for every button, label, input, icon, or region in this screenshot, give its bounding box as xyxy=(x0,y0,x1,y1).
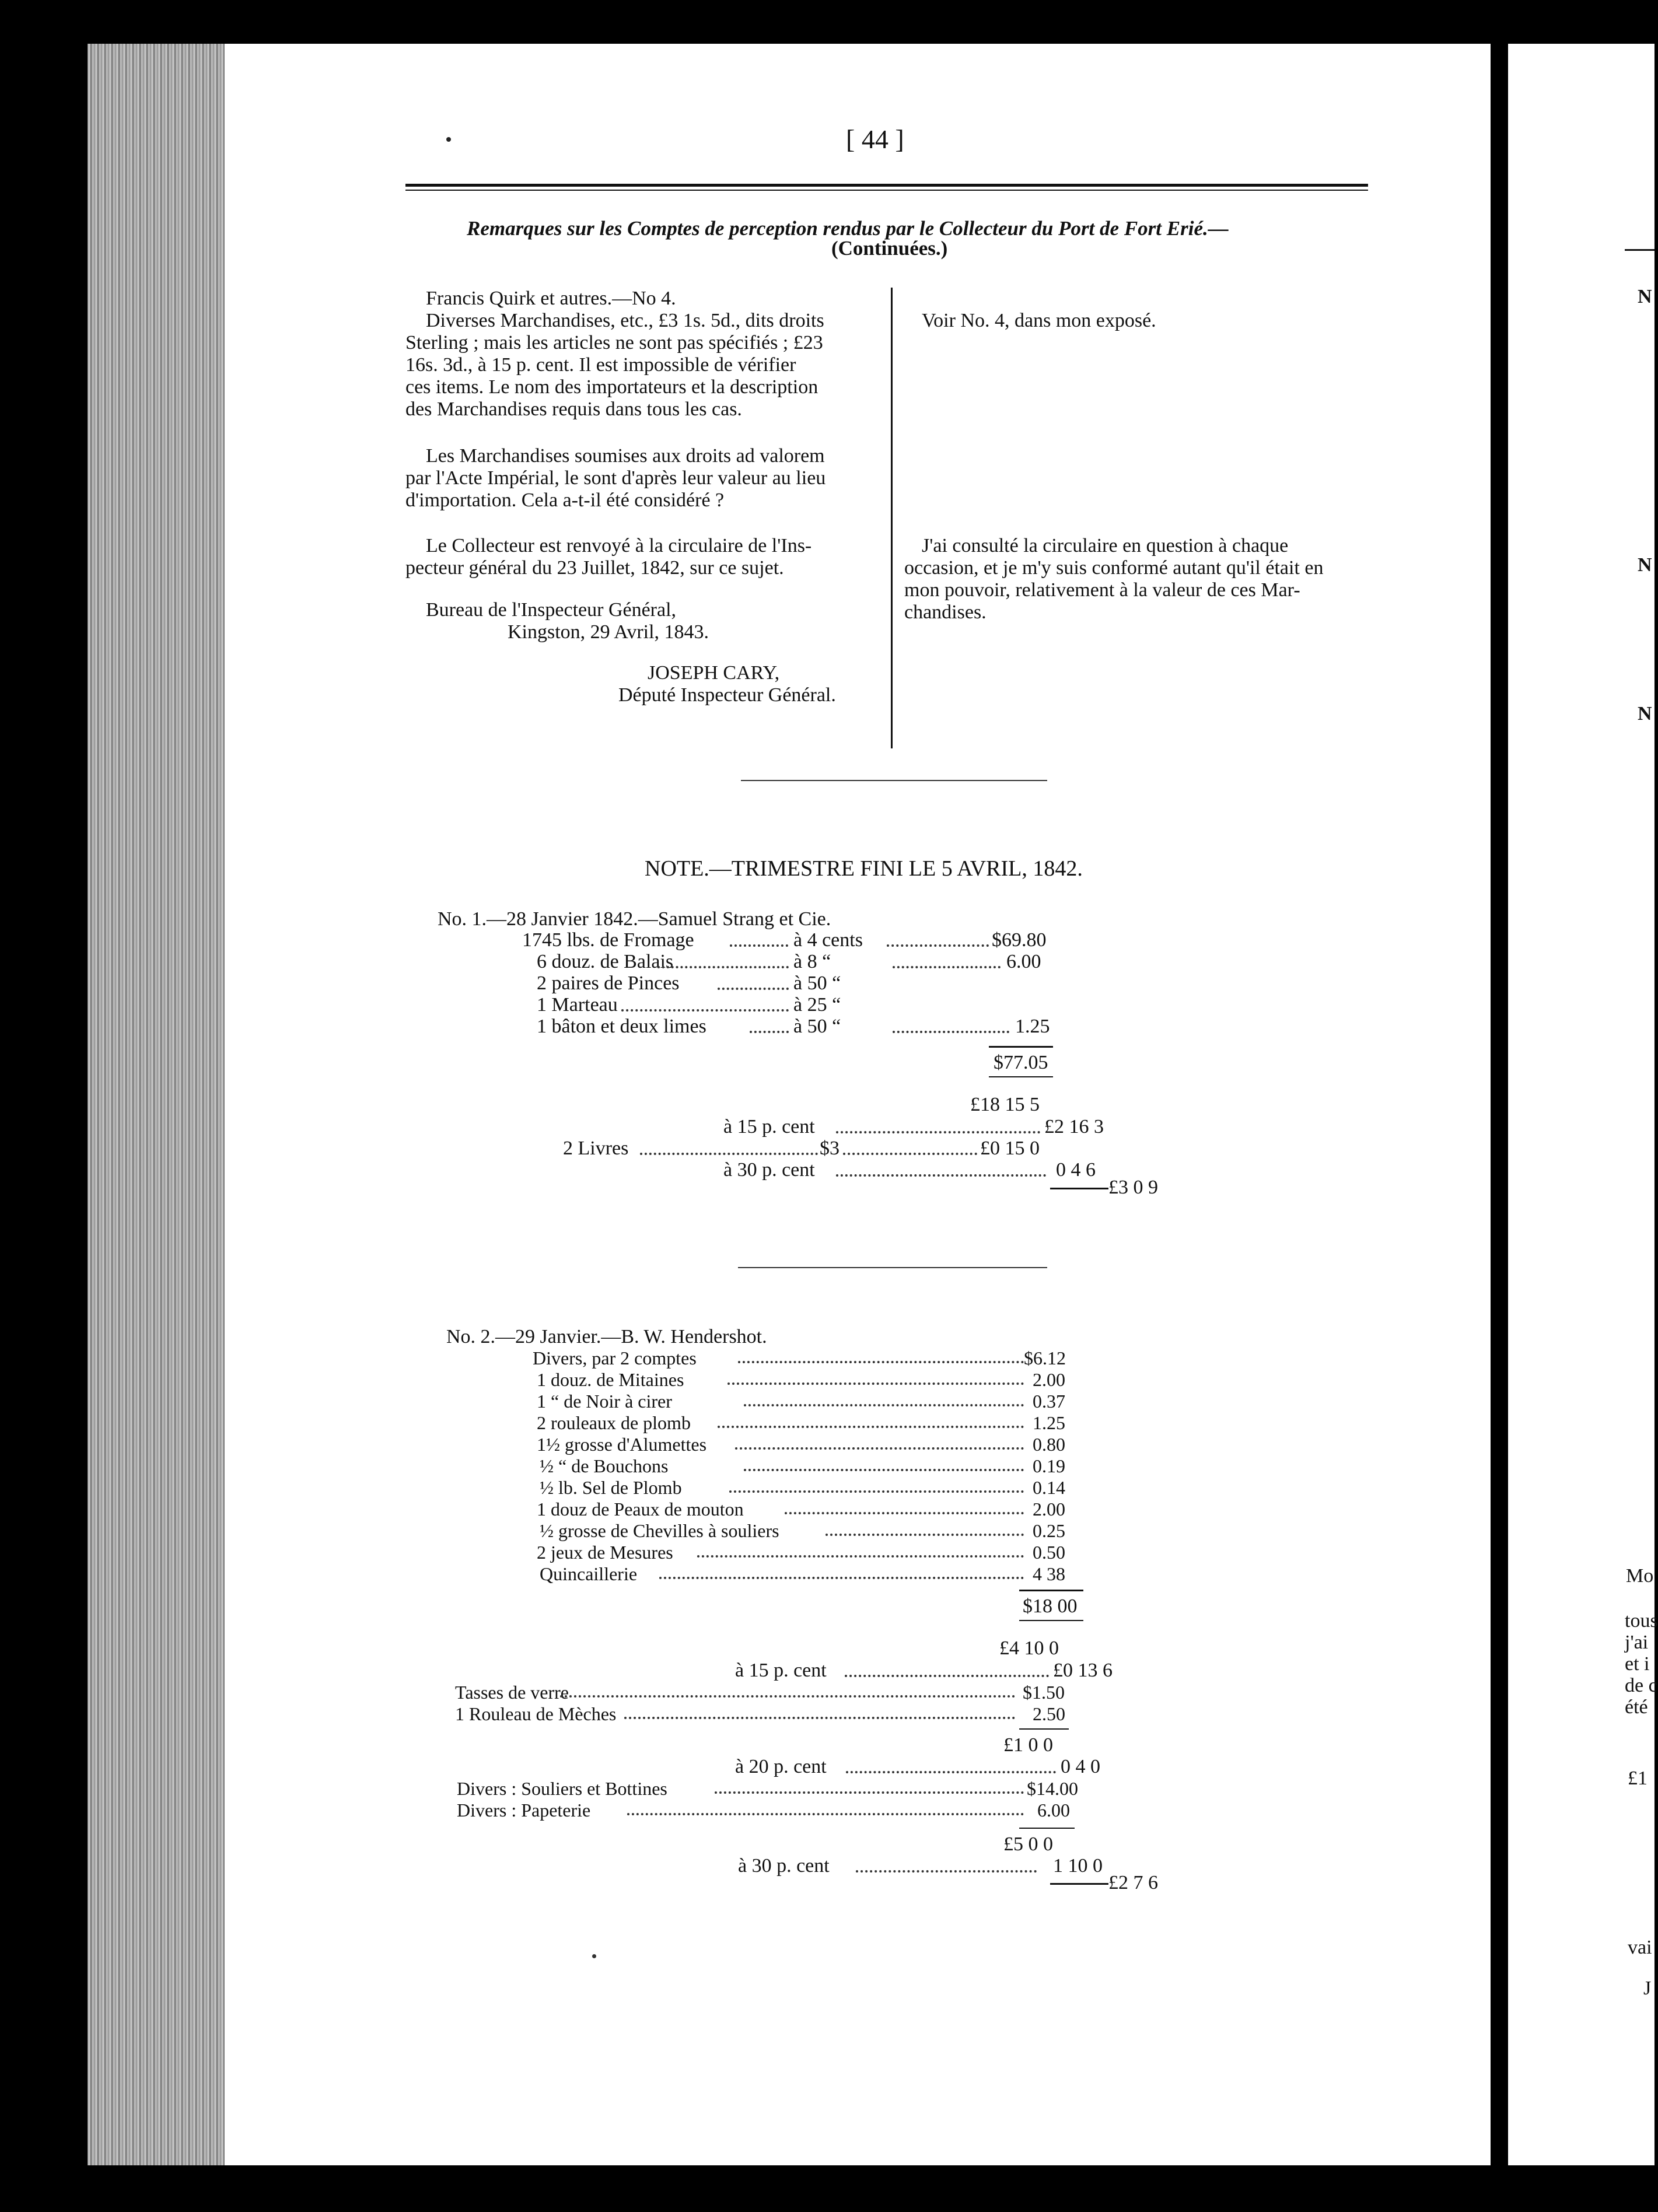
duty-value: 1 10 0 xyxy=(1053,1855,1103,1877)
entry-header: No. 2.—29 Janvier.—B. W. Hendershot. xyxy=(446,1326,767,1348)
facing-page-rule xyxy=(1625,249,1654,251)
item-desc: 1½ grosse d'Alumettes xyxy=(537,1434,707,1455)
sum-rule xyxy=(1019,1728,1069,1730)
item-desc: Tasses de verre xyxy=(455,1682,569,1703)
item-desc: 1 Rouleau de Mèches xyxy=(455,1703,617,1724)
header-rule-thin xyxy=(405,190,1368,191)
leader-dots xyxy=(785,1512,1024,1514)
item-desc: 1 “ de Noir à cirer xyxy=(537,1391,672,1412)
facing-page-text: j'ai xyxy=(1625,1632,1649,1653)
remark-line: 16s. 3d., à 15 p. cent. Il est impossible de vérifier xyxy=(405,354,796,376)
facing-page-text: et i xyxy=(1625,1653,1650,1675)
sum-rule xyxy=(989,1076,1053,1077)
leader-dots xyxy=(893,1031,1009,1033)
facing-page-text: Mo xyxy=(1626,1565,1654,1587)
facing-page-text: J xyxy=(1643,1978,1652,1999)
leader-dots xyxy=(744,1469,1024,1471)
leader-dots xyxy=(560,1695,1015,1698)
note-title: NOTE.—TRIMESTRE FINI LE 5 AVRIL, 1842. xyxy=(645,856,1083,881)
leader-dots xyxy=(843,1153,977,1155)
leader-dots xyxy=(735,1447,1024,1450)
leader-dots xyxy=(627,1813,1024,1815)
leader-dots xyxy=(836,1174,1046,1177)
remark-line: Le Collecteur est renvoyé à la circulaire de l'Ins- xyxy=(426,535,812,556)
item-amount: $14.00 xyxy=(1027,1778,1078,1799)
item-amount: 4 38 xyxy=(1033,1563,1065,1584)
section-subheading: (Continuées.) xyxy=(831,237,948,260)
sum-rule xyxy=(1019,1620,1083,1621)
remark-line: des Marchandises requis dans tous les cas. xyxy=(405,398,742,420)
duty-label: à 15 p. cent xyxy=(723,1116,815,1138)
signature-title: Député Inspecteur Général. xyxy=(618,684,836,706)
grand-total: £2 7 6 xyxy=(1108,1872,1158,1894)
item-amount: 6.00 xyxy=(1037,1800,1070,1821)
item-rate: à 50 “ xyxy=(793,972,841,994)
scan-border-left xyxy=(0,0,88,2212)
item-desc: 1745 lbs. de Fromage xyxy=(522,929,694,951)
item-desc: 6 douz. de Balais xyxy=(537,951,674,972)
leader-dots xyxy=(659,1577,1024,1579)
duty-value: £0 13 6 xyxy=(1053,1660,1113,1681)
leader-dots xyxy=(697,1555,1024,1558)
item-amount: 1.25 xyxy=(1033,1412,1065,1433)
item-amount: 0.80 xyxy=(1033,1434,1065,1455)
header-rule-thick xyxy=(405,184,1368,187)
scan-border-bottom xyxy=(0,2165,1654,2212)
item-amount: 0.19 xyxy=(1033,1455,1065,1476)
leader-dots xyxy=(836,1131,1040,1133)
leader-dots xyxy=(845,1675,1049,1677)
item-rate: à 50 “ xyxy=(793,1016,841,1037)
bureau-date: Kingston, 29 Avril, 1843. xyxy=(508,621,709,643)
duty-value: £2 16 3 xyxy=(1044,1116,1104,1138)
document-page xyxy=(225,44,1491,2165)
ink-speck xyxy=(446,137,451,142)
leader-dots xyxy=(640,1153,818,1155)
facing-page-fragment xyxy=(1508,44,1658,2165)
duty-value: 0 4 6 xyxy=(1056,1159,1096,1181)
sterling-value: £4 10 0 xyxy=(999,1637,1059,1659)
item-desc: Quincaillerie xyxy=(540,1563,638,1584)
page-number: [ 44 ] xyxy=(846,124,904,154)
leader-dots xyxy=(624,1717,1015,1719)
item-amount: $1.50 xyxy=(1023,1682,1065,1703)
remark-line: Les Marchandises soumises aux droits ad valorem xyxy=(426,445,825,467)
facing-page-text: vai xyxy=(1628,1937,1652,1958)
leader-dots xyxy=(744,1404,1024,1406)
item-amount: 0.14 xyxy=(1033,1477,1065,1498)
facing-page-text: N xyxy=(1638,554,1652,576)
leader-dots xyxy=(846,1771,1056,1773)
leader-dots xyxy=(856,1870,1037,1873)
reply-line: occasion, et je m'y suis conformé autant qu'il était en xyxy=(904,557,1324,579)
book-gutter xyxy=(1491,44,1508,2165)
item-desc: Divers : Souliers et Bottines xyxy=(457,1778,667,1799)
sum-rule xyxy=(1019,1590,1083,1591)
total-rule xyxy=(1050,1188,1108,1189)
bureau-line: Bureau de l'Inspecteur Général, xyxy=(426,599,677,621)
reply-line: chandises. xyxy=(904,601,987,623)
remark-title: Francis Quirk et autres.—No 4. xyxy=(426,288,676,309)
sum-rule xyxy=(989,1046,1053,1048)
entry-header: No. 1.—28 Janvier 1842.—Samuel Strang et Cie. xyxy=(438,908,831,930)
leader-dots xyxy=(887,944,989,947)
item-desc: 1 douz de Peaux de mouton xyxy=(537,1499,744,1520)
section-separator xyxy=(738,1267,1047,1268)
leader-dots xyxy=(657,966,789,968)
total-dollars: $18 00 xyxy=(1023,1595,1078,1617)
leader-dots xyxy=(893,966,1001,968)
leader-dots xyxy=(727,1382,1024,1385)
item-desc: ½ lb. Sel de Plomb xyxy=(540,1477,682,1498)
item-amount: 0.25 xyxy=(1033,1520,1065,1541)
item-amount: 2.00 xyxy=(1033,1499,1065,1520)
item-rate: à 25 “ xyxy=(793,994,841,1016)
sterling-value: £5 0 0 xyxy=(1003,1833,1053,1855)
ink-speck xyxy=(592,1954,596,1958)
remark-line: pecteur général du 23 Juillet, 1842, sur ce sujet. xyxy=(405,557,784,579)
sterling-value: £18 15 5 xyxy=(970,1094,1040,1115)
facing-page-text: de c xyxy=(1625,1675,1657,1696)
item-desc: Divers, par 2 comptes xyxy=(533,1348,697,1368)
item-amount: $3 xyxy=(820,1138,840,1159)
duty-label: à 30 p. cent xyxy=(738,1855,830,1877)
item-amount: $69.80 xyxy=(992,929,1047,951)
section-heading: Remarques sur les Comptes de perception rendus par le Collecteur du Port de Fort Erié.— xyxy=(467,217,1229,240)
facing-page-text: N xyxy=(1638,703,1652,724)
item-amount: $6.12 xyxy=(1024,1348,1066,1368)
column-divider xyxy=(891,288,893,748)
leader-dots xyxy=(750,1031,789,1033)
item-desc: 1 douz. de Mitaines xyxy=(537,1369,684,1390)
leader-dots xyxy=(718,1426,1024,1428)
duty-value: 0 4 0 xyxy=(1061,1756,1100,1777)
item-rate: à 8 “ xyxy=(793,951,831,972)
duty-label: à 30 p. cent xyxy=(723,1159,815,1181)
item-amount: 0.37 xyxy=(1033,1391,1065,1412)
item-desc: 1 Marteau xyxy=(537,994,618,1016)
duty-label: à 20 p. cent xyxy=(735,1756,827,1777)
item-desc: 1 bâton et deux limes xyxy=(537,1016,706,1037)
reply-line: Voir No. 4, dans mon exposé. xyxy=(922,310,1156,331)
leader-dots xyxy=(715,1791,1024,1794)
signature-name: JOSEPH CARY, xyxy=(648,662,780,684)
item-amount: 2.00 xyxy=(1033,1369,1065,1390)
item-desc: ½ “ de Bouchons xyxy=(540,1455,669,1476)
grand-total: £3 0 9 xyxy=(1108,1177,1158,1198)
remark-line: Diverses Marchandises, etc., £3 1s. 5d., dits droits xyxy=(426,310,824,331)
item-desc: Divers : Papeterie xyxy=(457,1800,591,1821)
duty-label: à 15 p. cent xyxy=(735,1660,827,1681)
section-separator xyxy=(741,780,1047,781)
leader-dots xyxy=(730,944,788,947)
leader-dots xyxy=(738,1361,1024,1363)
reply-line: J'ai consulté la circulaire en question à chaque xyxy=(922,535,1289,556)
remark-line: ces items. Le nom des importateurs et la description xyxy=(405,376,818,398)
sum-rule xyxy=(1019,1828,1075,1829)
leader-dots xyxy=(729,1490,1024,1493)
sterling-value: £1 0 0 xyxy=(1003,1734,1053,1756)
facing-page-text: £1 xyxy=(1628,1768,1647,1789)
item-desc: 2 jeux de Mesures xyxy=(537,1542,673,1563)
remark-line: Sterling ; mais les articles ne sont pas spécifiés ; £23 xyxy=(405,332,823,354)
item-amount: 6.00 xyxy=(1006,951,1041,972)
total-rule xyxy=(1050,1883,1108,1885)
leader-dots xyxy=(718,988,789,990)
item-amount: 1.25 xyxy=(1015,1016,1050,1037)
leader-dots xyxy=(825,1534,1024,1536)
reply-line: mon pouvoir, relativement à la valeur de ces Mar- xyxy=(904,579,1300,601)
item-desc: 2 rouleaux de plomb xyxy=(537,1412,691,1433)
item-rate: à 4 cents xyxy=(793,929,863,951)
facing-page-text: tous xyxy=(1625,1610,1658,1632)
item-desc: 2 Livres xyxy=(563,1138,629,1159)
facing-page-text: N xyxy=(1638,286,1652,307)
item-amount: 2.50 xyxy=(1033,1703,1065,1724)
facing-page-text: été xyxy=(1625,1696,1648,1718)
total-dollars: $77.05 xyxy=(994,1052,1048,1073)
remark-line: par l'Acte Impérial, le sont d'après leur valeur au lieu xyxy=(405,467,826,489)
item-amount: 0.50 xyxy=(1033,1542,1065,1563)
remark-line: d'importation. Cela a-t-il été considéré ? xyxy=(405,489,725,511)
sterling-value: £0 15 0 xyxy=(980,1138,1040,1159)
book-page-edges xyxy=(88,44,225,2165)
item-desc: 2 paires de Pinces xyxy=(537,972,680,994)
leader-dots xyxy=(621,1009,789,1012)
item-desc: ½ grosse de Chevilles à souliers xyxy=(540,1520,779,1541)
scan-border-top xyxy=(0,0,1654,44)
